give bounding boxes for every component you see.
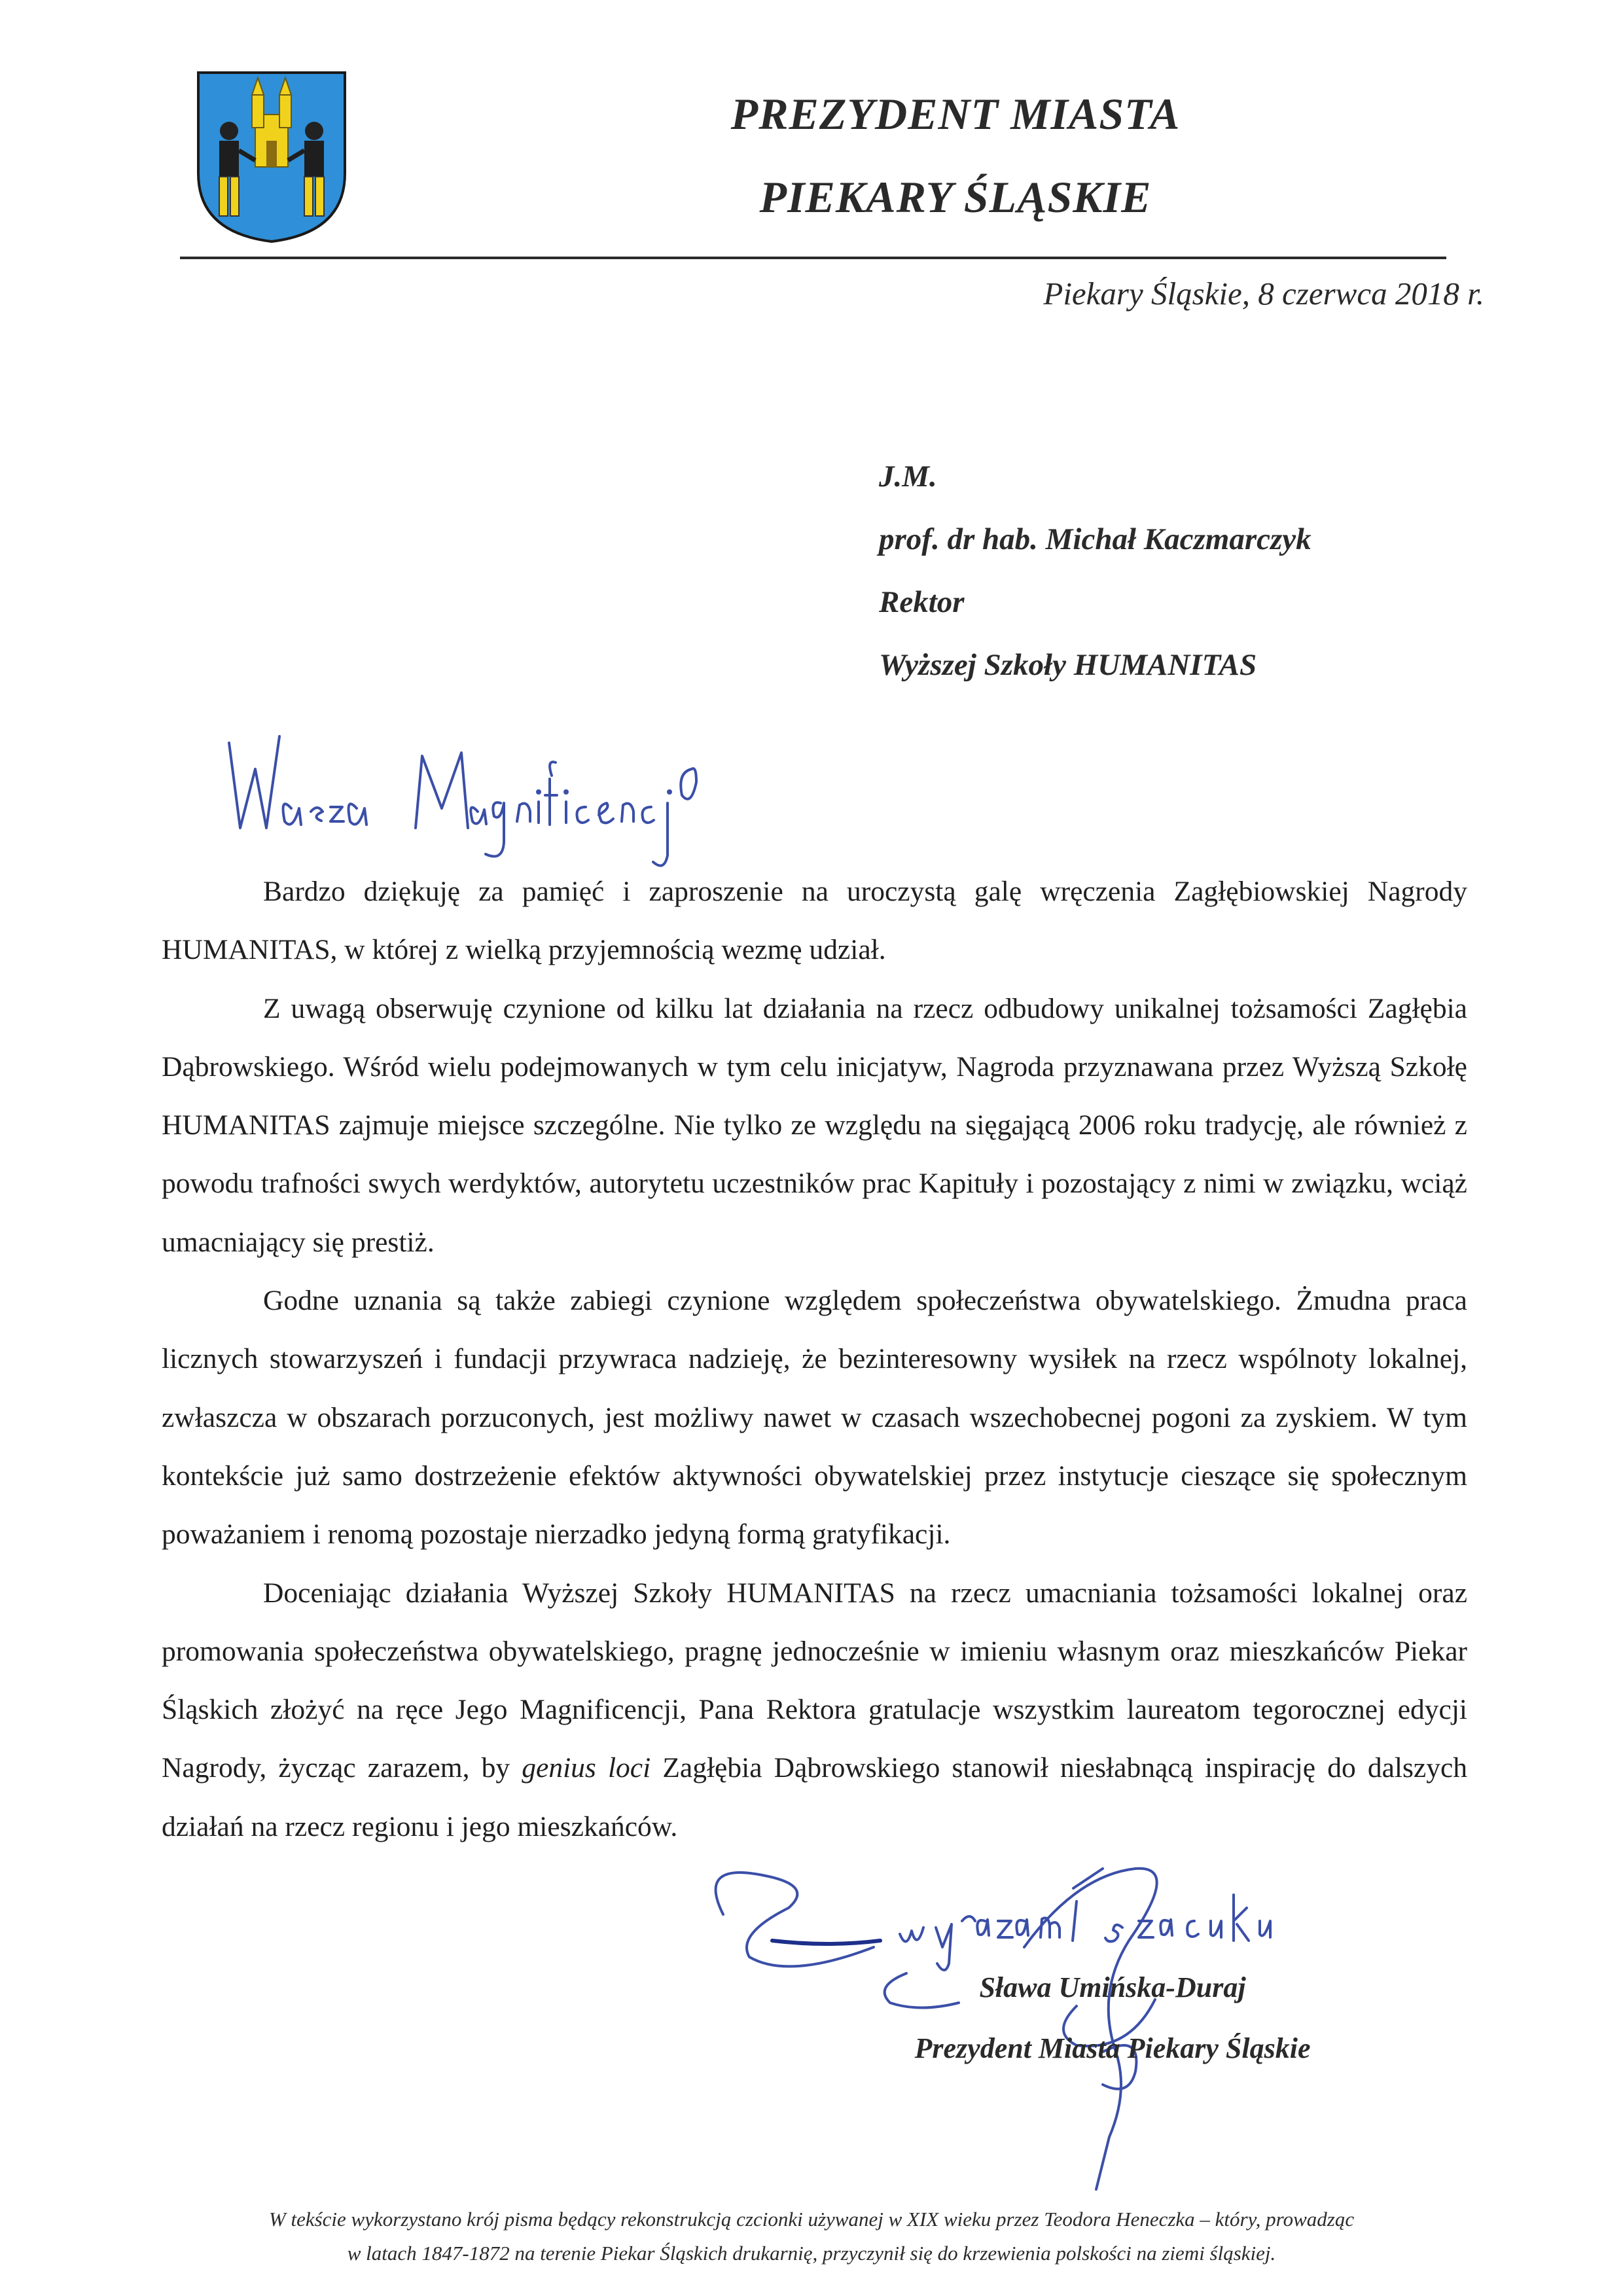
handwritten-salutation bbox=[226, 730, 749, 880]
addressee-name: prof. dr hab. Michał Kaczmarczyk bbox=[879, 522, 1311, 556]
footer-line-1: W tekście wykorzystano krój pisma będący rekonstrukcją czcionki używanej w XIX wieku przez Teodora Heneczka – który, prowadząc bbox=[268, 2208, 1355, 2231]
letterhead-divider bbox=[180, 257, 1446, 259]
body-paragraph-2: Z uwagą obserwuję czynione od kilku lat działania na rzecz odbudowy unikalnej tożsamości Zagłębia Dąbrowskiego. Wśród wielu podejmowanych w tym celu inicjatyw, Nagroda przyznawana przez Wyższą Szkołę HUMANITAS zajmuje miejsce szczególne. Nie tylko ze względu na sięgającą 2006 roku tradycję, ale również z powodu trafności swych werdyktów, autorytetu uczestników prac Kapituły i pozostający z nimi w związku, wciąż umacniający się prestiż. bbox=[162, 992, 1467, 1258]
signer-title: Prezydent Miasta Piekary Śląskie bbox=[914, 2032, 1311, 2064]
signer-block bbox=[785, 1957, 1440, 2079]
letter-date: Piekary Śląskie, 8 czerwca 2018 r. bbox=[1043, 276, 1484, 312]
addressee-block bbox=[879, 445, 1311, 696]
genius-loci-phrase: genius loci bbox=[522, 1752, 651, 1784]
letterhead-city: PIEKARY ŚLĄSKIE bbox=[759, 172, 1152, 222]
letter-body bbox=[162, 863, 1467, 1856]
letterhead-title: PREZYDENT MIASTA bbox=[730, 89, 1181, 139]
body-paragraph-1: Bardzo dziękuję za pamięć i zaproszenie na uroczystą galę wręczenia Zagłębiowskiej Nagrody HUMANITAS, w której z wielką przyjemnością wezmę udział. bbox=[162, 876, 1467, 966]
addressee-position: Rektor bbox=[879, 585, 965, 619]
body-paragraph-3: Godne uznania są także zabiegi czynione względem społeczeństwa obywatelskiego. Żmudna praca licznych stowarzyszeń i fundacji przywraca nadzieję, że bezinteresowny wysiłek na rzecz wspólnoty lokalnej, zwłaszcza w obszarach porzuconych, jest możliwy nawet w czasach wszechobecnej pogoni za zyskiem. W tym kontekście już samo dostrzeżenie efektów aktywności obywatelskiej przez instytucje cieszące się społecznym poważaniem i renomą pozostaje nierzadko jedyną formą gratyfikacji. bbox=[162, 1285, 1467, 1551]
body-paragraph-4 bbox=[162, 1564, 1467, 1856]
body-paragraph-4-part-2: Zagłębia Dąbrowskiego stanowił niesłabnącą inspirację do dalszych działań na rzecz regionu i jego mieszkańców. bbox=[162, 1752, 1468, 1842]
footer-note bbox=[118, 2202, 1505, 2270]
addressee-honorific: J.M. bbox=[879, 459, 937, 493]
addressee-institution: Wyższej Szkoły HUMANITAS bbox=[879, 648, 1257, 682]
body-paragraph-4-part-1: Doceniając działania Wyższej Szkoły HUMANITAS na rzecz umacniania tożsamości lokalnej oraz promowania społeczeństwa obywatelskiego, pragnę jednocześnie w imieniu własnym oraz mieszkańców Piekar Śląskich złożyć na ręce Jego Magnificencji, Pana Rektora gratulacje wszystkim laureatom tegorocznej edycji Nagrody, życząc zarazem, by bbox=[162, 1577, 1467, 1784]
signer-name: Sława Umińska-Duraj bbox=[979, 1971, 1246, 2003]
city-coat-of-arms-icon bbox=[193, 69, 350, 245]
footer-line-2: w latach 1847-1872 na terenie Piekar Śląskich drukarnię, przyczynił się do krzewienia polskości na ziemi śląskiej. bbox=[347, 2242, 1276, 2265]
